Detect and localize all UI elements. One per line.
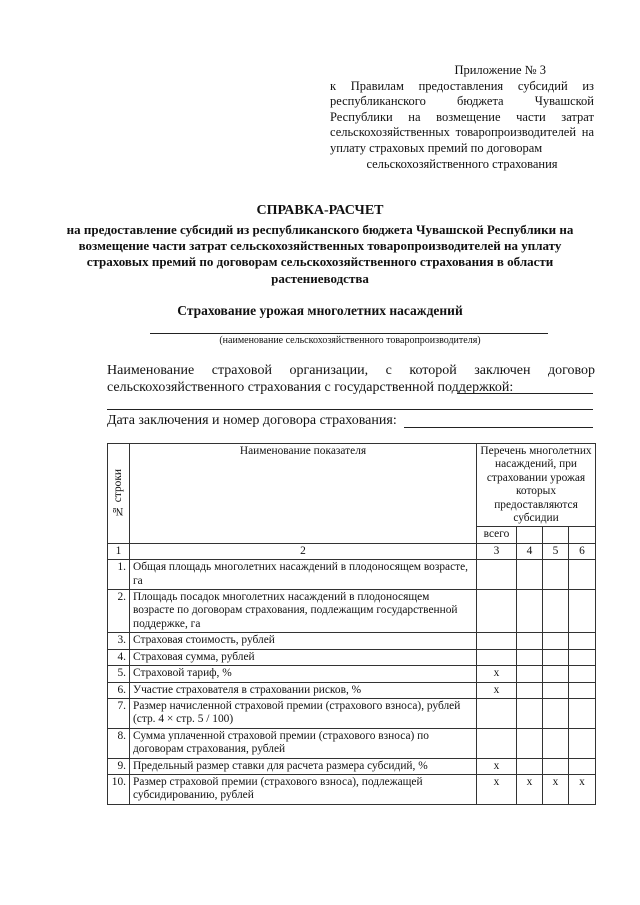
header-blank-6: [569, 527, 596, 543]
table-row: [108, 590, 596, 633]
contract-date-label: Дата заключения и номер договора страхования:: [107, 413, 397, 428]
table-row: [108, 666, 596, 682]
indicator-label: Страховая сумма, рублей: [130, 649, 477, 665]
value-cell[interactable]: [543, 698, 569, 728]
value-cell[interactable]: х: [517, 774, 543, 804]
value-total-cell[interactable]: [477, 590, 517, 633]
row-number: 5.: [108, 666, 130, 682]
header-blank-4: [517, 527, 543, 543]
header-total: всего: [477, 527, 517, 543]
indicator-label: Предельный размер ставки для расчета размера субсидий, %: [130, 758, 477, 774]
value-total-cell[interactable]: [477, 649, 517, 665]
value-cell[interactable]: [543, 633, 569, 649]
row-number: 3.: [108, 633, 130, 649]
annex-body: к Правилам предоставления субсидий из республиканского бюджета Чувашской Республики на возмещение части затрат сельскохозяйственных товаропроизводителей на уплату страховых премий по договорам: [330, 78, 594, 155]
row-number: 9.: [108, 758, 130, 774]
contract-date-line[interactable]: [404, 427, 593, 428]
value-cell[interactable]: [569, 590, 596, 633]
header-indicator: Наименование показателя: [130, 444, 477, 544]
indicator-label: Размер страховой премии (страхового взноса), подлежащей субсидированию, рублей: [130, 774, 477, 804]
table-row: [108, 560, 596, 590]
indicator-label: Участие страхователя в страховании рисков, %: [130, 682, 477, 698]
row-number: 2.: [108, 590, 130, 633]
insurer-name-line-2[interactable]: [107, 409, 593, 410]
row-number: 7.: [108, 698, 130, 728]
column-number: 2: [130, 543, 477, 559]
row-number: 6.: [108, 682, 130, 698]
table-row: [108, 728, 596, 758]
indicator-label: Размер начисленной страховой премии (страхового взноса), рублей (стр. 4 × стр. 5 / 100): [130, 698, 477, 728]
value-cell[interactable]: [543, 560, 569, 590]
table-row: [108, 682, 596, 698]
value-cell[interactable]: [543, 666, 569, 682]
column-number-row: [108, 543, 596, 559]
insurer-label: Наименование страховой организации, с которой заключен договор сельскохозяйственного страхования с государственной поддержкой:: [107, 363, 595, 395]
document-subtitle: на предоставление субсидий из республиканского бюджета Чувашской Республики на возмещение части затрат сельскохозяйственных товаропроизводителей на уплату страховых премий по договорам сельскохозяйственного страхования в области растениеводства: [66, 222, 574, 286]
value-total-cell[interactable]: х: [477, 758, 517, 774]
document-title: СПРАВКА-РАСЧЕТ: [256, 203, 384, 218]
value-cell[interactable]: х: [569, 774, 596, 804]
value-cell[interactable]: [517, 666, 543, 682]
value-cell[interactable]: [517, 633, 543, 649]
value-cell[interactable]: [543, 649, 569, 665]
indicator-label: Площадь посадок многолетних насаждений в плодоносящем возрасте по договорам страхования, подлежащим государственной поддержке, га: [130, 590, 477, 633]
value-cell[interactable]: [569, 560, 596, 590]
producer-name-caption: (наименование сельскохозяйственного товаропроизводителя): [219, 335, 481, 346]
value-cell[interactable]: [569, 682, 596, 698]
value-cell[interactable]: [543, 758, 569, 774]
indicator-label: Сумма уплаченной страховой премии (страхового взноса) по договорам страхования, рублей: [130, 728, 477, 758]
value-cell[interactable]: [517, 728, 543, 758]
value-cell[interactable]: [517, 758, 543, 774]
producer-name-line[interactable]: [150, 333, 548, 334]
value-total-cell[interactable]: х: [477, 774, 517, 804]
table-row: [108, 758, 596, 774]
annex-block: [330, 63, 594, 172]
header-blank-5: [543, 527, 569, 543]
value-total-cell[interactable]: [477, 698, 517, 728]
insurance-type-heading: Страхование урожая многолетних насаждений: [177, 303, 463, 318]
value-cell[interactable]: х: [543, 774, 569, 804]
insurer-name-line[interactable]: [457, 393, 593, 394]
table-row: [108, 633, 596, 649]
value-total-cell[interactable]: х: [477, 666, 517, 682]
value-cell[interactable]: [517, 560, 543, 590]
column-number: 1: [108, 543, 130, 559]
value-cell[interactable]: [569, 728, 596, 758]
column-number: 3: [477, 543, 517, 559]
header-plantings-list: Перечень многолетних насаждений, при страховании урожая которых предоставляются субсидии: [477, 444, 596, 527]
header-row-number: № строки: [108, 444, 130, 544]
value-cell[interactable]: [517, 682, 543, 698]
value-cell[interactable]: [569, 698, 596, 728]
row-number: 10.: [108, 774, 130, 804]
table-row: [108, 698, 596, 728]
column-number: 4: [517, 543, 543, 559]
value-cell[interactable]: [543, 682, 569, 698]
table-header-row: [108, 444, 596, 527]
value-cell[interactable]: [569, 758, 596, 774]
column-number: 6: [569, 543, 596, 559]
value-cell[interactable]: [569, 649, 596, 665]
value-cell[interactable]: [569, 633, 596, 649]
indicator-label: Страховая стоимость, рублей: [130, 633, 477, 649]
indicator-label: Страховой тариф, %: [130, 666, 477, 682]
value-total-cell[interactable]: [477, 633, 517, 649]
value-total-cell[interactable]: [477, 728, 517, 758]
value-cell[interactable]: [517, 590, 543, 633]
annex-body-last: сельскохозяйственного страхования: [366, 156, 558, 171]
value-cell[interactable]: [517, 698, 543, 728]
value-total-cell[interactable]: [477, 560, 517, 590]
column-number: 5: [543, 543, 569, 559]
value-cell[interactable]: [569, 666, 596, 682]
value-cell[interactable]: [517, 649, 543, 665]
table-row: [108, 774, 596, 804]
value-cell[interactable]: [543, 728, 569, 758]
calculation-table: [107, 443, 596, 805]
value-cell[interactable]: [543, 590, 569, 633]
value-total-cell[interactable]: х: [477, 682, 517, 698]
row-number: 8.: [108, 728, 130, 758]
table-row: [108, 649, 596, 665]
annex-title: Приложение № 3: [454, 63, 546, 77]
row-number: 1.: [108, 560, 130, 590]
row-number: 4.: [108, 649, 130, 665]
indicator-label: Общая площадь многолетних насаждений в плодоносящем возрасте, га: [130, 560, 477, 590]
